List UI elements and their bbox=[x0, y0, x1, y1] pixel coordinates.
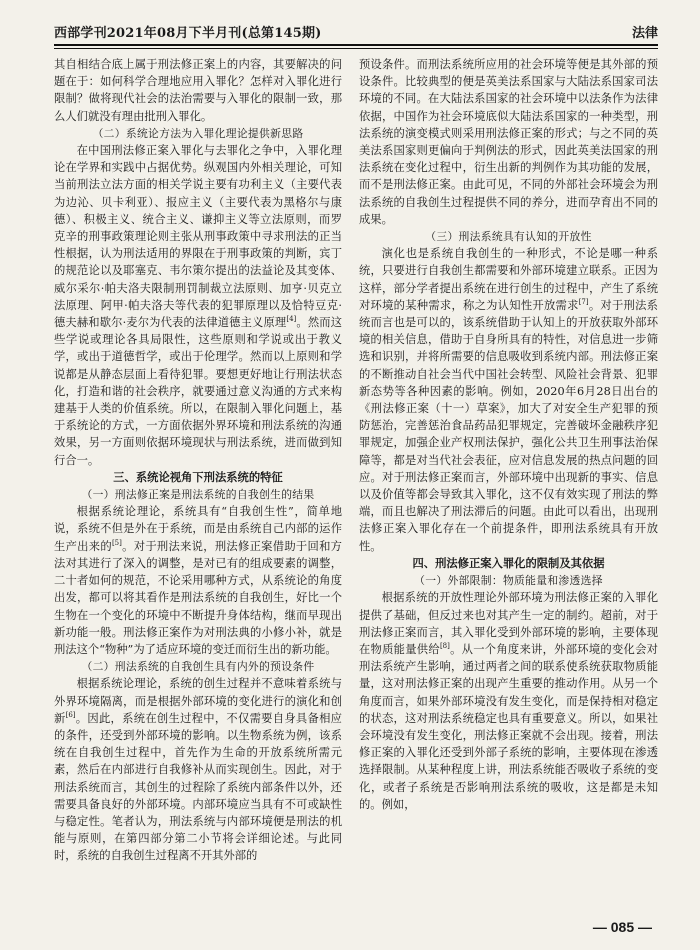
body-paragraph: 在中国刑法修正案入罪化与去罪化之争中，入罪化理论在学界和实践中占据优势。纵观国内外相关理论，可知当前刑法立法方面的相关学说主要有功利主义（主要代表为边沁、贝卡利亚）、报应主义（主要代表为黑格尔与康德）、积极主义、统合主义、谦抑主义等立法原则，而罗克辛的刑事政策理论则主张从刑事政策中寻求刑法的正当性根据，认为刑法适用的界限在于刑事政策的判断，宾丁的规范论以及耶塞克、韦尔策尔提出的法益论及其变体、威尔采尔·帕夫洛夫限制刑罚制裁立法原则、加亨·贝克立法原理、阿甲·帕夫洛夫等代表的犯罪原理以及恰特豆克·德夫赫和歇尔·麦尔为代表的法律道德主义原理[4]。然而这些学说或理论各具局限性，这些原则和学说或出于教义学，或出于道德哲学，或出于伦理学。然而以上原则和学说都是从静态层面上看待犯罪。要想更好地让行刑法状态化，打造和谐的社会秩序，就要通过意义沟通的方式来构建基于人类的价值系统。所以，在限制入罪化问题上，基于系统论的方式，一方面依据外界环境和刑法系统的沟通效果，另一方面则依据环境现状与刑法系统，进而做到知行合一。 bbox=[54, 144, 342, 467]
header-rule-thick bbox=[54, 44, 658, 46]
body-paragraph: 根据系统论理论，系统的创生过程并不意味着系统与外界环境隔离，而是根据外部环境的变化进行的演化和创新[6]。因此，系统在创生过程中，不仅需要自身具备相应的条件，还受到外部环境的影响。以生物系统为例，该系统在自我创生过程中，首先作为生命的开放系统所需元素，然后在内部进行自我修补从而实现创生。因此，对于刑法系统而言，其创生的过程除了系统内部条件以外，还需要具备良好的外部环境。内部环境应当具有不可或缺性与稳定性。笔者认为，刑法系统与内部环境便是刑法的机能与原则，在第四部分第二小节将会详细论述。与此同时，系统的自我创生过程离不开其外部的 bbox=[54, 677, 342, 863]
subsection-heading: （二）刑法系统的自我创生具有内外的预设条件 bbox=[81, 660, 315, 674]
journal-title: 西部学刊2021年08月下半月刊(总第145期) bbox=[54, 26, 322, 41]
citation-mark: [7] bbox=[578, 298, 589, 307]
page-number: — 085 — bbox=[592, 919, 652, 935]
section-heading: 三、系统论视角下刑法系统的特征 bbox=[113, 470, 283, 484]
header-rule-thin bbox=[54, 48, 658, 49]
citation-mark: [4] bbox=[286, 315, 297, 324]
subsection-heading: （二）系统论方法为入罪化理论提供新思路 bbox=[92, 126, 304, 140]
citation-mark: [8] bbox=[439, 642, 450, 651]
subsection-heading: （一）刑法修正案是刑法系统的自我创生的结果 bbox=[81, 488, 315, 502]
section-heading: 四、刑法修正案入罪化的限制及其依据 bbox=[412, 556, 605, 570]
subsection-heading: （一）外部限制：物质能量和渗透选择 bbox=[414, 574, 603, 588]
body-paragraph: 预设条件。而刑法系统所应用的社会环境等便是其外部的预设条件。比较典型的便是英美法系国家与大陆法系国家司法环境的不同。在大陆法系国家的社会环境中以法条作为法律依据，中国作为社会环境底似大陆法系国家的一种类型，刑法系统的演变模式则采用刑法修正案的形式；与之不同的英美法系国家则更偏向于判例法的形式，因此英美法国家的刑法系统在变化过程中，衍生出新的判例作为其功能的发展，而不是刑法修正案。由此可见，不同的外部社会环境会为刑法系统的自我创生过程提供不同的养分，进而孕育出不同的成果。 bbox=[359, 58, 658, 226]
citation-mark: [5] bbox=[111, 538, 122, 547]
right-column bbox=[359, 56, 658, 813]
citation-mark: [6] bbox=[65, 710, 76, 719]
body-paragraph: 根据系统论理论，系统具有“自我创生性”，简单地说，系统不但是外在于系统，而是由系统自己内部的运作生产出来的[5]。对于刑法来说，刑法修正案借助于回和方法对其进行了深入的调整，是对已有的组成要素的调整，二十者如何的规范，不论采用哪种方式，从系统论的角度出发，都可以将其看作是刑法系统的自我创生，好比一个生物在一个变化的环境中不断提升身体结构，继而早现出新功能一般。刑法修正案作为对刑法典的小修小补，就是刑法这个“物种”为了适应环境的变迁而衍生出的新功能。 bbox=[54, 505, 342, 656]
body-paragraph: 其自相结合底上属于刑法修正案上的内容，其要解决的问题在于：如何科学合理地应用入罪化？怎样对入罪化进行限制？做将现代社会的法治需要与入罪化的限制一致，那么人们就没有理由批刑入罪化。 bbox=[54, 58, 342, 123]
subsection-heading: （三）刑法系统具有认知的开放性 bbox=[425, 230, 592, 244]
left-column bbox=[54, 56, 342, 865]
section-label: 法律 bbox=[631, 26, 658, 41]
running-header bbox=[54, 22, 658, 44]
body-paragraph: 根据系统的开放性理论外部环境为刑法修正案的入罪化提供了基础，但反过来也对其产生一定的制约。超前，对于刑法修正案而言，其入罪化受到外部环境的影响，主要体现在物质能量供给[8]。从一个角度来讲，外部环境的变化会对刑法系统产生影响，通过两者之间的联系使系统获取物质能量，这对刑法修正案的出现产生重要的推动作用。从另一个角度而言，如果外部环境没有发生变化，而是保持相对稳定的状态，这对刑法系统稳定也具有重要意义。所以，如果社会环境没有发生变化，刑法修正案就不会出现。接着，刑法修正案的入罪化还受到外部子系统的影响，主要体现在渗透选择限制。从某种程度上讲，刑法系统能否吸收子系统的变化，或者子系统是否影响刑法系统的吸收，这是都是未知的。例如， bbox=[359, 591, 658, 811]
body-paragraph: 演化也是系统自我创生的一种形式，不论是哪一种系统，只要进行自我创生都需要和外部环境建立联系。正因为这样，部分学者提出系统在进行创生的过程中，产生了系统对环境的某种需求，称之为认知性开放需求[7]。对于刑法系统而言也是可以的，该系统借助于认知上的开放获取外部环境的相关信息，借助于自身所具有的特性，对信息进一步筛选和识别，并将所需要的信息吸收到系统内部。刑法修正案的不断推动自社会当代中国社会转型、风险社会背景、犯罪新态势等各种因素的影响。例如，2020年6月28日出台的《刑法修正案（十一）草案》，加大了对安全生产犯罪的预防惩治，完善惩治食品药品犯罪规定，完善破坏金融秩序犯罪规定，加强企业产权刑法保护，强化公共卫生刑事法治保障等，都是对当代社会表征，应对信息发展的热点问题的回应。对于刑法修正案而言，外部环境中出现新的事实、信息以及价值等都会导致其入罪化，这不仅有效实现了刑法的弊端，而且也解决了刑法滞后的问题。由此可以看出，出现刑法修正案入罪化存在一个前提条件，即刑法系统具有开放性。 bbox=[359, 247, 658, 553]
